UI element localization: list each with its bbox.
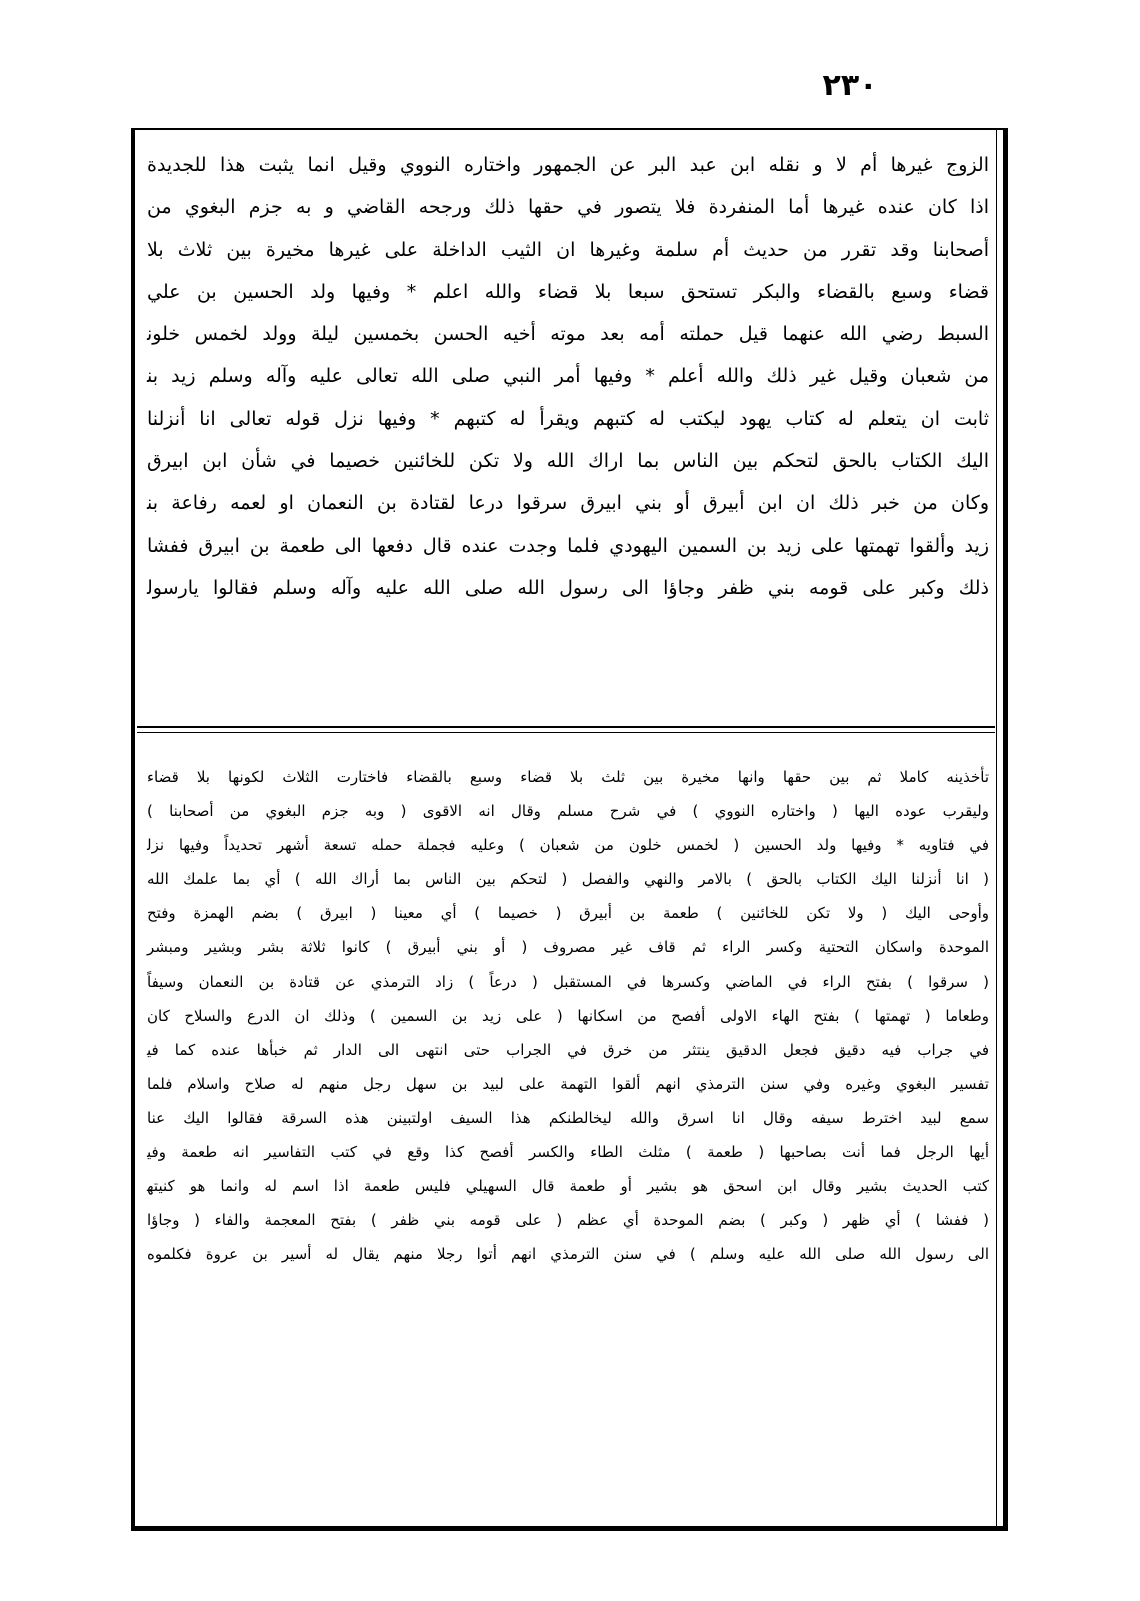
main-text-line: اذا كان عنده غيرها أما المنفردة فلا يتصور في حقها ذلك ورجحه القاضي و به جزم البغوي من <box>147 196 989 219</box>
footnote-line: الى رسول الله صلى الله عليه وسلم ) في سنن الترمذي انهم أتوا رجلا منهم يقال له أسير بن عروة فكلموه <box>147 1245 989 1264</box>
main-text-line: ذلك وكبر على قومه بني ظفر وجاؤا الى رسول الله صلى الله عليه وآله وسلم فقالوا يارسول <box>147 576 989 599</box>
main-text-line: اليك الكتاب بالحق لتحكم بين الناس بما اراك الله ولا تكن للخائنين خصيما في شأن ابن ابيرق <box>147 450 989 473</box>
footnote-line: ( انا أنزلنا اليك الكتاب بالحق ) بالامر والنهي والفصل ( لتحكم بين الناس بما أراك الله ) أي بما علمك الله <box>147 870 989 889</box>
footnote-block <box>147 760 989 1271</box>
main-text-line: السبط رضي الله عنهما قيل حملته أمه بعد موته أخيه الحسن بخمسين ليلة وولد لخمس خلون <box>147 323 989 346</box>
footnote-line: الموحدة واسكان التحتية وكسر الراء ثم قاف غير مصروف ( أو بني أبيرق ) كانوا ثلاثة بشر وبشير ومبشر <box>147 938 989 957</box>
main-text-line: قضاء وسبع بالقضاء والبكر تستحق سبعا بلا قضاء والله اعلم * وفيها ولد الحسين بن علي <box>147 280 989 303</box>
footnote-line: في فتاويه * وفيها ولد الحسين ( لخمس خلون من شعبان ) وعليه فجملة حمله تسعة أشهر تحديداً وفيها نزل <box>147 836 989 855</box>
footnote-line: وطعاما ( تهمتها ) بفتح الهاء الاولى أفصح من اسكانها ( على زيد بن السمين ) وذلك ان الدرع والسلاح كان <box>147 1006 989 1025</box>
main-text-line: أصحابنا وقد تقرر من حديث أم سلمة وغيرها ان الثيب الداخلة على غيرها مخيرة بين ثلاث بلا <box>147 238 989 261</box>
main-text-line: وكان من خبر ذلك ان ابن أبيرق أو بني ابيرق سرقوا درعا لقتادة بن النعمان او لعمه رفاعة بن <box>147 492 989 515</box>
footnote-line: ( ففشا ) أي ظهر ( وكبر ) بضم الموحدة أي عظم ( على قومه بني ظفر ) بفتح المعجمة والفاء ( وجاؤا <box>147 1211 989 1230</box>
footnote-divider <box>137 726 995 733</box>
footnote-line: كتب الحديث بشير وقال ابن اسحق هو بشير أو طعمة قال السهيلي فليس طعمة اذا اسم له وانما هو كنيته <box>147 1177 989 1196</box>
footnote-line: في جراب فيه دقيق فجعل الدقيق ينتثر من خرق في الجراب حتى انتهى الى الدار ثم خبأها عنده كما في <box>147 1040 989 1059</box>
main-text-line: من شعبان وقيل غير ذلك والله أعلم * وفيها أمر النبي صلى الله تعالى عليه وآله وسلم زيد بن <box>147 365 989 388</box>
footnote-line: سمع لبيد اخترط سيفه وقال انا اسرق والله ليخالطنكم هذا السيف اولتبينن هذه السرقة فقالوا اليك عنا <box>147 1108 989 1127</box>
main-text-line: زيد وألقوا تهمتها على زيد بن السمين اليهودي فلما وجدت عنده قال دفعها الى طعمة بن ابيرق ففشا <box>147 534 989 557</box>
footnote-line: وأوحى اليك ( ولا تكن للخائنين ) طعمة بن أبيرق ( خصيما ) أي معينا ( ابيرق ) بضم الهمزة وفتح <box>147 904 989 923</box>
footnote-line: وليقرب عوده اليها ( واختاره النووي ) في شرح مسلم وقال انه الاقوى ( وبه جزم البغوي من أصحابنا ) <box>147 802 989 821</box>
footnote-line: أيها الرجل فما أنت بصاحبها ( طعمة ) مثلث الطاء والكسر أفصح كذا وقع في كتب التفاسير انه طعمة وفي <box>147 1143 989 1162</box>
main-text-line: الزوج غيرها أم لا و نقله ابن عبد البر عن الجمهور واختاره النووي وقيل انما يثبت هذا للجديدة <box>147 154 989 176</box>
page-frame <box>131 128 1008 1531</box>
main-text-block <box>147 144 989 609</box>
footnote-line: تأخذينه كاملا ثم بين حقها وانها مخيرة بين ثلث بلا قضاء وسبع بالقضاء فاختارت الثلاث لكونها بلا قضاء <box>147 768 989 786</box>
page-number: ٢٣٠ <box>822 68 878 103</box>
footnote-line: تفسير البغوي وغيره وفي سنن الترمذي انهم ألقوا التهمة على لبيد بن سهل رجل منهم له صلاح واسلام فلما <box>147 1074 989 1093</box>
footnote-line: ( سرقوا ) بفتح الراء في الماضي وكسرها في المستقبل ( درعاً ) زاد الترمذي عن قتادة بن النعمان وسيفاً <box>147 972 989 991</box>
main-text-line: ثابت ان يتعلم له كتاب يهود ليكتب له كتبهم ويقرأ له كتبهم * وفيها نزل قوله تعالى انا أنزلنا <box>147 407 989 430</box>
